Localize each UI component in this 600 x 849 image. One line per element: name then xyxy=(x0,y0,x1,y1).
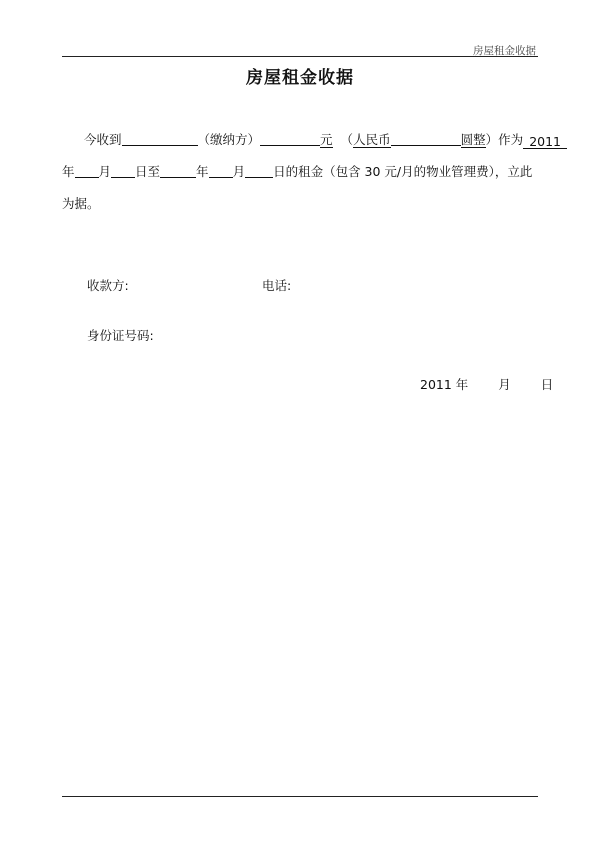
year2-label: 年 xyxy=(196,164,209,179)
intro-text: 今收到 xyxy=(84,132,122,147)
payer-name-field[interactable] xyxy=(122,131,198,146)
payee-label: 收款方: xyxy=(87,278,129,293)
document-title: 房屋租金收据 xyxy=(246,68,354,88)
rent-description: 日的租金（包含 30 元/月的物业管理费），立此 xyxy=(273,164,533,179)
date-year-label: 年 xyxy=(455,377,469,392)
phone-label: 电话: xyxy=(262,278,292,293)
date-year: 2011 xyxy=(420,377,452,392)
rmb-label: 人民币 xyxy=(353,132,391,147)
start-year-field[interactable]: 2011 xyxy=(523,132,567,149)
month-label: 月 xyxy=(98,164,112,179)
yuan-label: 元 xyxy=(320,132,333,147)
month2-label: 月 xyxy=(232,164,246,179)
end-year-field[interactable] xyxy=(160,163,196,178)
date-day-label: 日 xyxy=(540,377,554,392)
end-month-field[interactable] xyxy=(209,163,233,178)
receipt-line-3: 为据。 xyxy=(62,196,100,211)
date-line xyxy=(420,375,553,393)
end-day-field[interactable] xyxy=(245,163,273,178)
amount-in-words-field[interactable] xyxy=(391,131,461,146)
day-to-label: 日至 xyxy=(135,164,161,179)
receipt-line-2 xyxy=(62,162,532,182)
close-as-text: ）作为 xyxy=(485,132,524,147)
year-label: 年 xyxy=(62,164,75,179)
start-day-field[interactable] xyxy=(111,163,135,178)
header-divider xyxy=(62,56,538,57)
date-month-label: 月 xyxy=(498,377,511,392)
start-month-field[interactable] xyxy=(75,163,99,178)
footer-divider xyxy=(62,796,538,797)
payer-label: （缴纳方） xyxy=(197,132,261,147)
header-title: 房屋租金收据 xyxy=(473,45,536,57)
receipt-line-1 xyxy=(84,130,567,150)
id-number-label: 身份证号码: xyxy=(87,328,154,343)
amount-field[interactable] xyxy=(260,131,320,146)
rmb-open-paren: （ xyxy=(340,132,354,147)
yuan-zheng-label: 圆整 xyxy=(460,132,486,147)
